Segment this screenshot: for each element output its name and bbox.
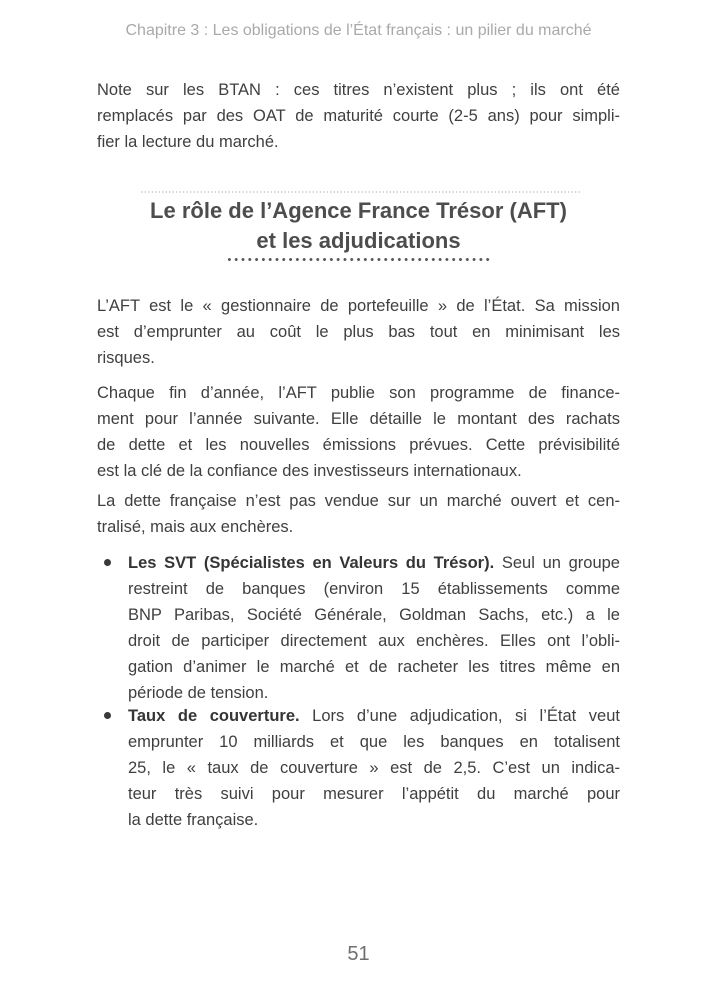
text-line: est d’emprunter au coût le plus bas tout en minimisant les [97, 323, 620, 341]
section-title-line1: Le rôle de l’Agence France Trésor (AFT) [150, 198, 567, 223]
running-header: Chapitre 3 : Les obligations de l’État français : un pilier du marché [125, 22, 592, 39]
bullet-icon [104, 559, 111, 566]
bullet-lead-rest: Lors d’une adjudication, si l’État veut [299, 707, 620, 725]
text-line: la dette française. [128, 811, 259, 829]
bullet-lead-bold: Les SVT (Spécialistes en Valeurs du Trésor). [128, 554, 495, 572]
text-line: risques. [97, 349, 155, 367]
text-line: remplacés par des OAT de maturité courte (2-5 ans) pour simpli- [97, 107, 620, 125]
paragraph-encheres [97, 488, 620, 540]
text-line: est la clé de la confiance des investisseurs internationaux. [97, 462, 522, 480]
text-line: droit de participer directement aux enchères. Elles ont l’obli- [128, 632, 620, 650]
text-line: ment pour l’année suivante. Elle détaille le montant des rachats [97, 410, 620, 428]
section-title-underline-wrap [97, 257, 620, 262]
text-line: La dette française n’est pas vendue sur un marché ouvert et cen- [97, 492, 620, 510]
text-line: emprunter 10 milliards et que les banques en totalisent [128, 733, 620, 751]
text-line: Chaque fin d’année, l’AFT publie son programme de finance- [97, 384, 620, 402]
text-line: restreint de banques (environ 15 établissements comme [128, 580, 620, 598]
text-line: période de tension. [128, 684, 269, 702]
text-line: fier la lecture du marché. [97, 133, 279, 151]
bullet-item-taux-couverture [97, 703, 620, 833]
page-number: 51 [347, 943, 370, 965]
paragraph-programme [97, 380, 620, 484]
text-line [128, 703, 620, 729]
text-line: 25, le « taux de couverture » est de 2,5. C’est un indica- [128, 759, 620, 777]
text-line: gation d’animer le marché et de racheter les titres même en [128, 658, 620, 676]
bullet-lead-rest: Seul un groupe [494, 554, 620, 572]
text-line: de dette et les nouvelles émissions prévues. Cette prévisibilité [97, 436, 620, 454]
bullet-icon [104, 712, 111, 719]
section-title-line2: et les adjudications [256, 228, 461, 253]
text-line: tralisé, mais aux enchères. [97, 518, 294, 536]
bullet-lead-bold: Taux de couverture. [128, 707, 300, 725]
text-line: BNP Paribas, Société Générale, Goldman Sachs, etc.) a le [128, 606, 620, 624]
text-line: Note sur les BTAN : ces titres n’existent plus ; ils ont été [97, 81, 620, 99]
dotted-divider-top [140, 191, 580, 193]
text-line: L’AFT est le « gestionnaire de portefeuille » de l’État. Sa mission [97, 297, 620, 315]
paragraph-note [97, 77, 620, 155]
bullet-item-svt [97, 550, 620, 706]
text-line: teur très suivi pour mesurer l’appétit du marché pour [128, 785, 620, 803]
section-title [97, 196, 620, 256]
dotted-underline [226, 257, 492, 262]
paragraph-aft-role [97, 293, 620, 371]
text-line [128, 550, 620, 576]
